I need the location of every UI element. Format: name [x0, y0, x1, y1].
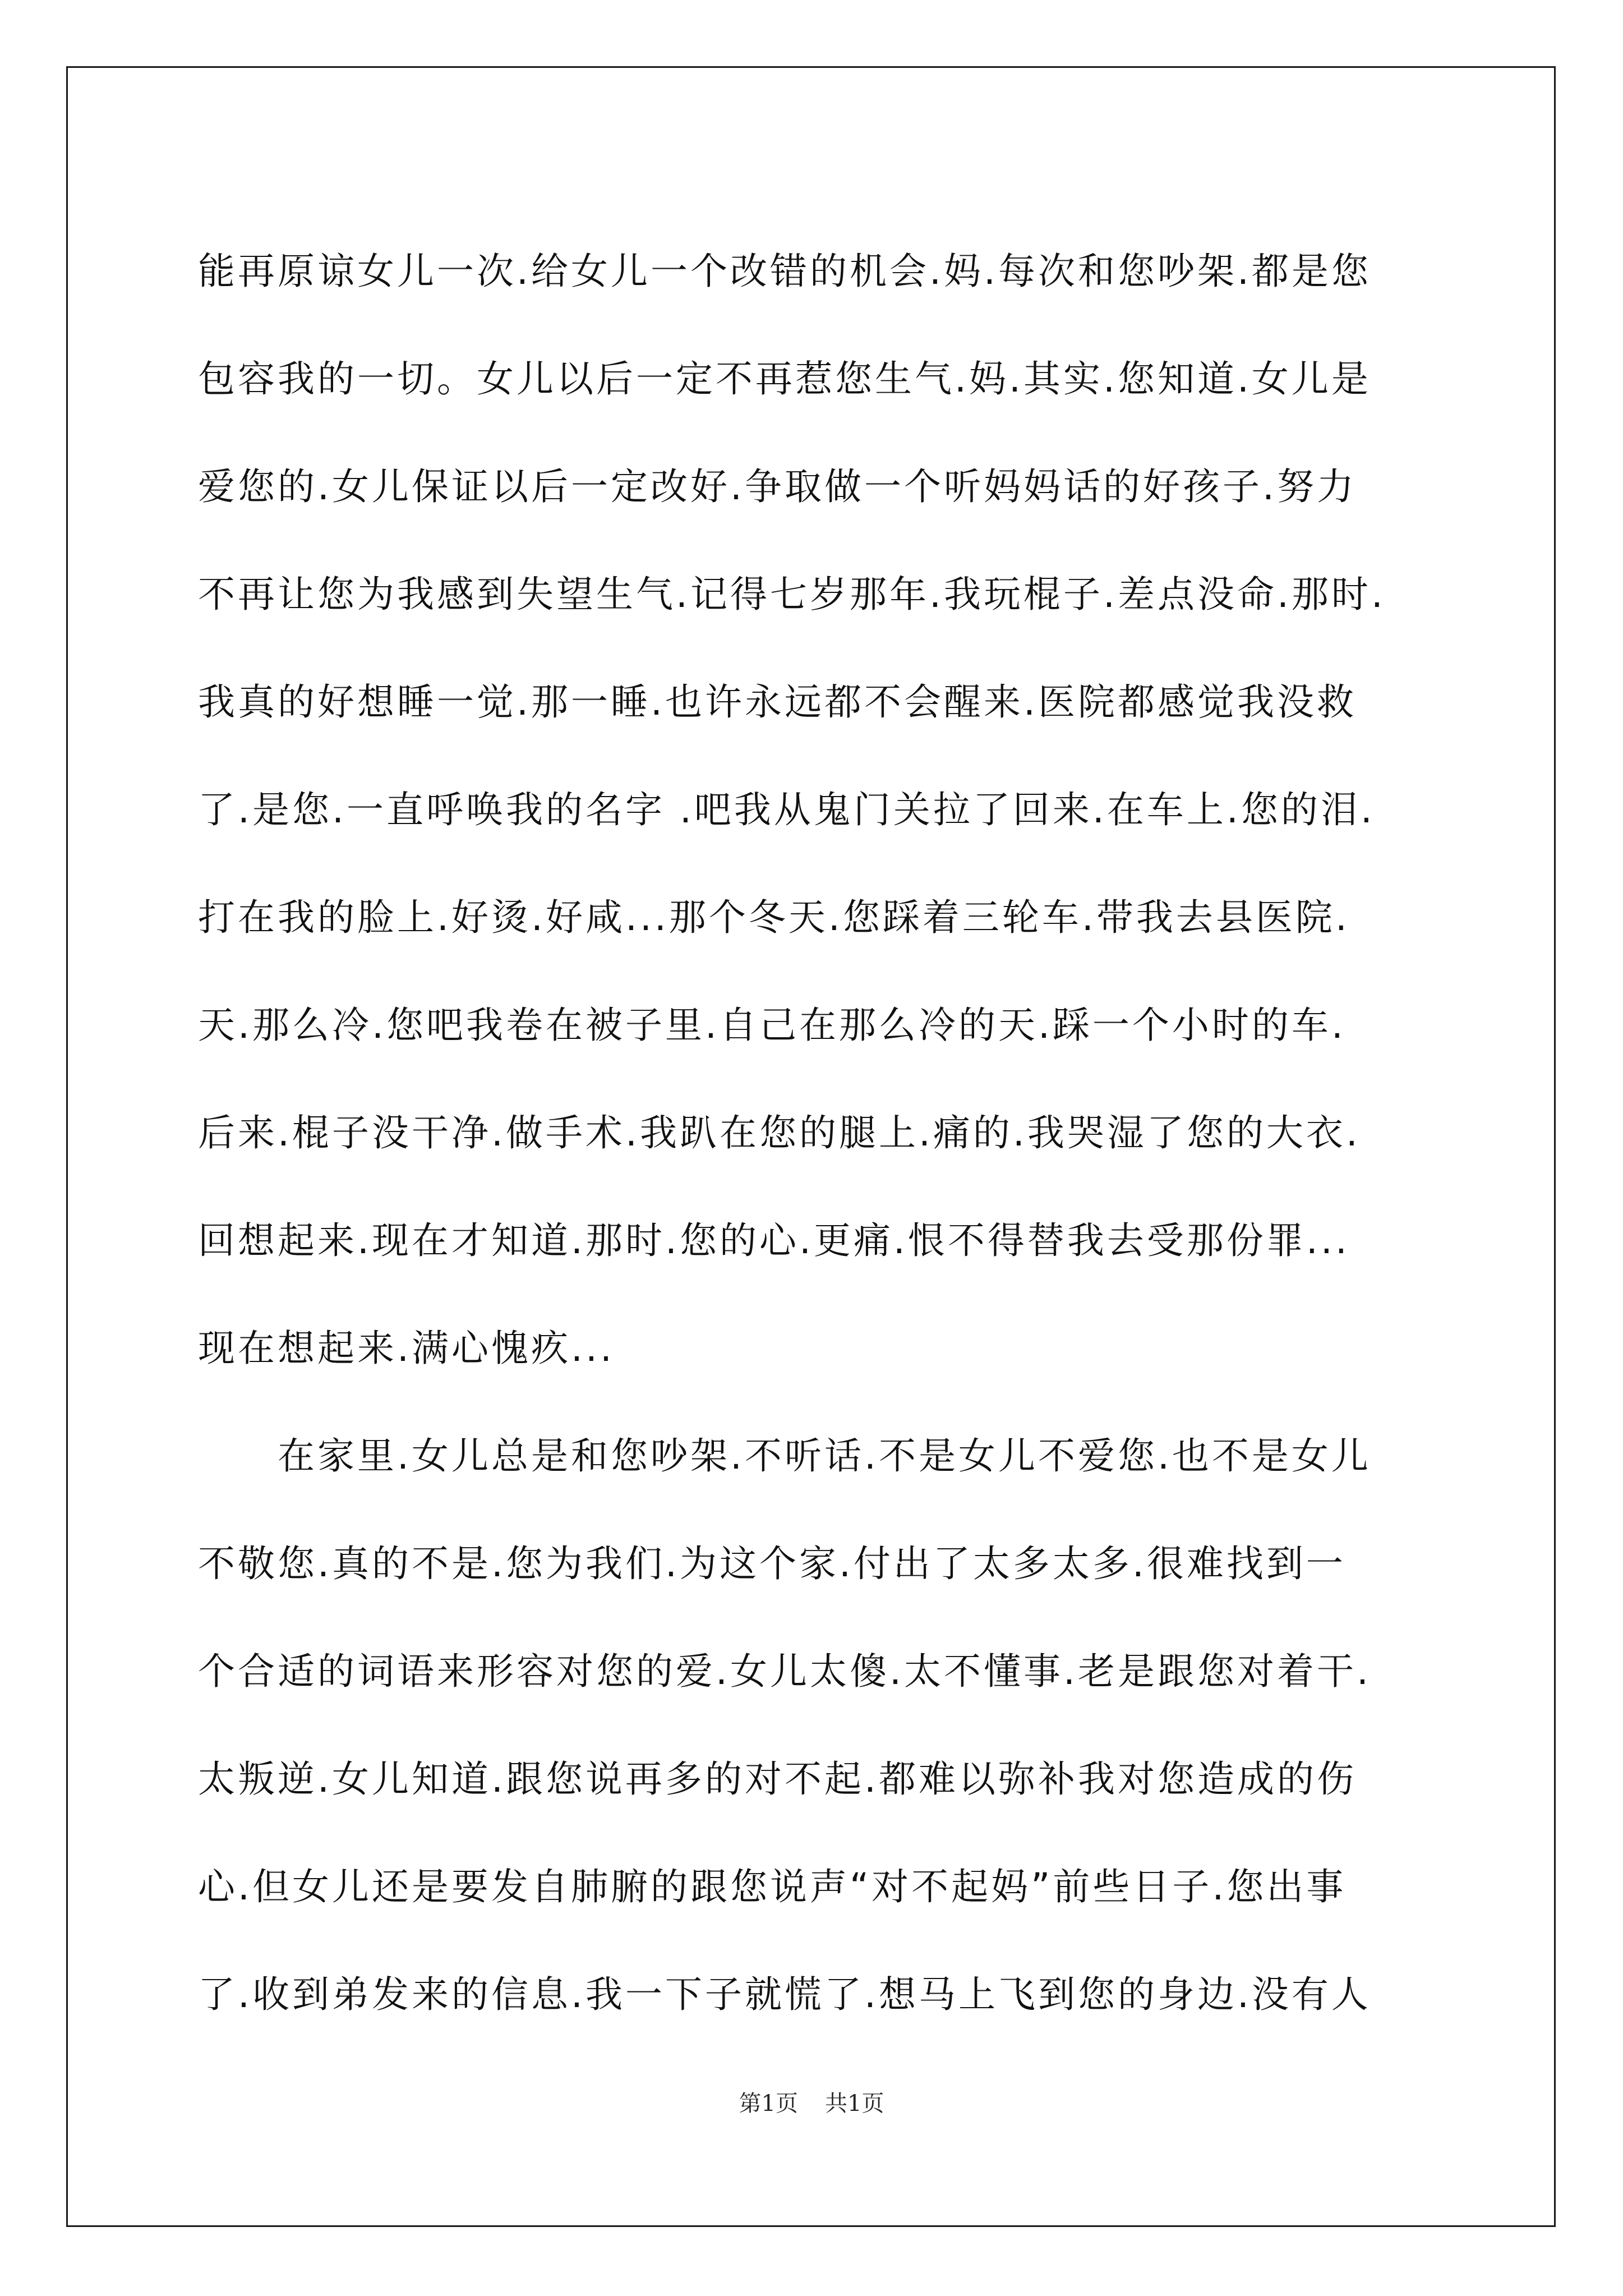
text-line: 回想起来.现在才知道.那时.您的心.更痛.恨不得替我去受那份罪...: [198, 1219, 1350, 1262]
text-line: 打在我的脸上.好烫.好咸...那个冬天.您踩着三轮车.带我去县医院.: [198, 896, 1350, 939]
document-body: [198, 218, 1432, 2049]
text-line: 不再让您为我感到失望生气.记得七岁那年.我玩棍子.差点没命.那时.: [198, 573, 1386, 616]
text-line: 后来.棍子没干净.做手术.我趴在您的腿上.痛的.我哭湿了您的大衣.: [198, 1111, 1361, 1154]
text-line: 不敬您.真的不是.您为我们.为这个家.付出了太多太多.很难找到一: [198, 1542, 1346, 1585]
text-line: 天.那么冷.您吧我卷在被子里.自己在那么冷的天.踩一个小时的车.: [198, 1004, 1346, 1047]
text-line: 了.是您.一直呼唤我的名字 .吧我从鬼门关拉了回来.在车上.您的泪.: [198, 788, 1375, 831]
page-footer: [0, 2086, 1623, 2118]
text-line: 个合适的词语来形容对您的爱.女儿太傻.太不懂事.老是跟您对着干.: [198, 1650, 1371, 1693]
text-line: 了.收到弟发来的信息.我一下子就慌了.想马上飞到您的身边.没有人: [198, 1973, 1371, 2016]
text-line: 太叛逆.女儿知道.跟您说再多的对不起.都难以弥补我对您造成的伤: [198, 1757, 1357, 1801]
text-line: 心.但女儿还是要发自肺腑的跟您说声“对不起妈”前些日子.您出事: [198, 1865, 1347, 1908]
text-line: 现在想起来.满心愧疚...: [198, 1327, 615, 1370]
text-line: 我真的好想睡一觉.那一睡.也许永远都不会醒来.医院都感觉我没救: [198, 680, 1357, 724]
text-line: 能再原谅女儿一次.给女儿一个改错的机会.妈.每次和您吵架.都是您: [198, 250, 1371, 293]
page-number: 第1页: [739, 2091, 798, 2116]
text-line: 包容我的一切。女儿以后一定不再惹您生气.妈.其实.您知道.女儿是: [198, 357, 1371, 401]
page-total: 共1页: [825, 2091, 884, 2116]
text-line: 爱您的.女儿保证以后一定改好.争取做一个听妈妈话的好孩子.努力: [198, 465, 1357, 508]
paragraph-start-line: 在家里.女儿总是和您吵架.不听话.不是女儿不爱您.也不是女儿: [278, 1434, 1371, 1478]
